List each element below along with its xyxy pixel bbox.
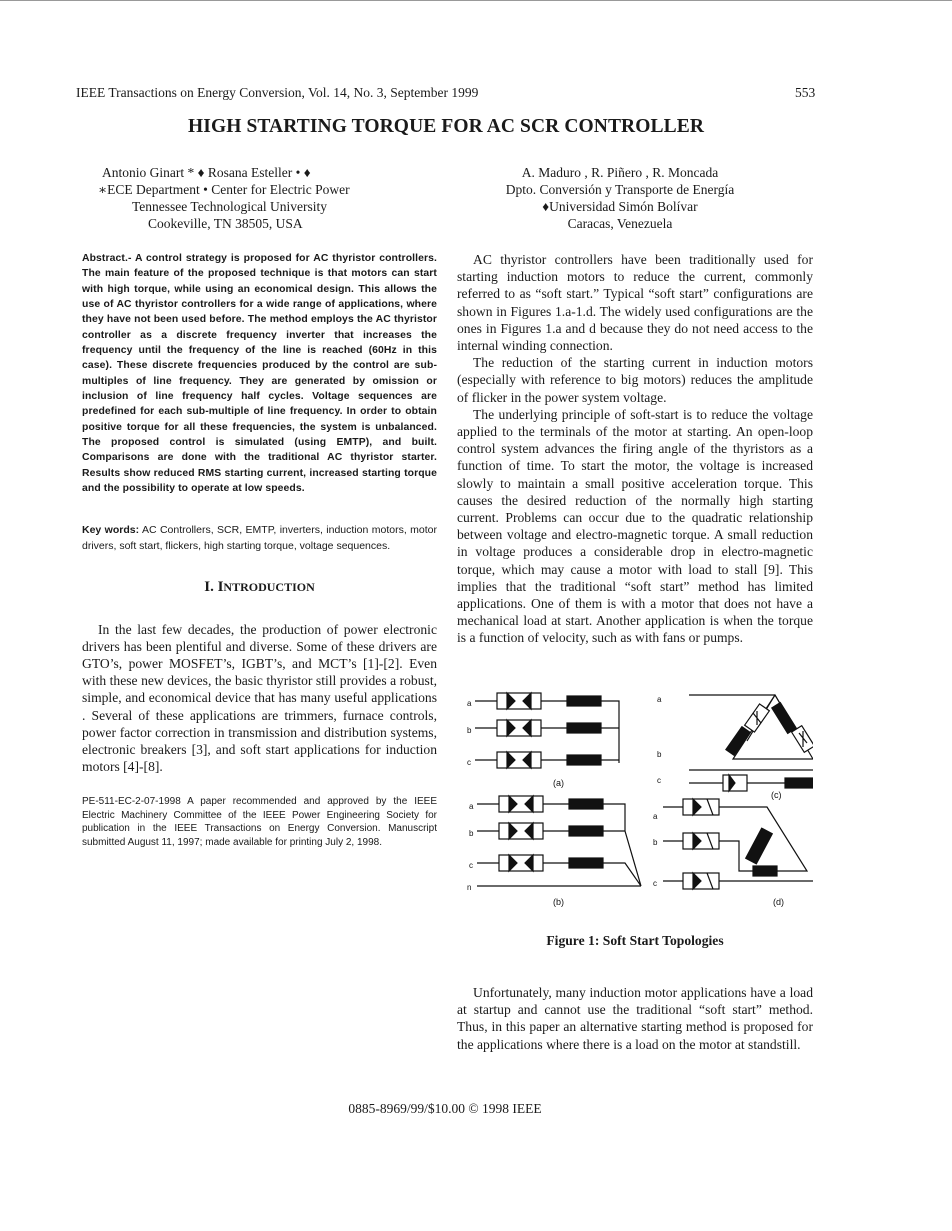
panel-label: (d) [773,897,784,907]
phase-label: n [467,883,472,892]
right-column-bottom [457,984,813,1053]
keywords-text: AC Controllers, SCR, EMTP, inverters, induction motors, motor drivers, soft start, flickers, high starting torque, voltage sequences. [82,523,437,552]
phase-label: b [469,829,474,838]
phase-label: b [653,838,658,847]
copyright-footer: 0885-8969/99/$10.00 © 1998 IEEE [348,1101,542,1116]
phase-label: c [653,879,657,888]
phase-label: b [467,726,472,735]
paper-title: HIGH STARTING TORQUE FOR AC SCR CONTROLLER [187,116,705,137]
figure-soft-start-topologies [457,671,813,921]
body-paragraph: AC thyristor controllers have been traditionally used for starting induction motors to reduce the current, commonly referred to as “soft start.” Typical “soft start” configurations are shown in Figures 1.a-1.d. The widely used configurations are the ones in Figures 1.a and d because they do not need access to the internal winding connection. [457,252,813,354]
keywords [82,522,437,554]
topology-diagram [457,671,813,921]
phase-label: c [467,758,471,767]
footnote: PE-511-EC-2-07-1998 A paper recommended and approved by the IEEE Electric Machinery Committee of the IEEE Power Engineering Society for publication in the IEEE Transactions on Energy Conversion. Manuscript submitted August 11, 1997; made available for printing July 2, 1998. [82,796,437,848]
topology-b [467,796,641,907]
phase-label: b [657,750,662,759]
author-line: A. Maduro , R. Piñero , R. Moncada [521,165,719,180]
panel-label: (b) [553,897,564,907]
author-line: ♦Universidad Simón Bolívar [542,199,698,214]
panel-label: (a) [553,778,564,788]
topology-c [657,695,813,800]
author-line: Antonio Ginart * ♦ Rosana Esteller • ♦ [102,165,311,180]
authors-left-block [98,164,402,232]
abstract: Abstract.- A control strategy is proposed for AC thyristor controllers. The main feature of the proposed technique is that motors can start with high torque, while using an economical design. This allows the use of AC thyristor controllers for a wide range of applications, where they have not been used before. The method employs the AC thyristor controller as a discrete frequency inverter that increases the frequency until the frequency of the line is reached (60Hz in this case). These discrete frequencies produced by the control are sub-multiples of line frequency. They are generated by omission or inclusion of line frequency half cycles. Voltage sequences are predefined for each sub-multiple of line frequency. In order to obtain positive torque for all these frequencies, the system is unbalanced. The proposed control is simulated (using EMTP), and built. Comparisons are done with the traditional AC thyristor starter. Results show reduced RMS starting current, increased starting torque and the possibility to operate at low speeds. [82,253,437,495]
right-column [457,251,813,647]
author-line: Tennessee Technological University [132,199,328,214]
author-line: Dpto. Conversión y Transporte de Energía [505,182,735,197]
body-paragraph: The reduction of the starting current in induction motors (especially with reference to big motors) reduces the amplitude of flicker in the power system voltage. [457,355,813,405]
author-line: ∗ECE Department • Center for Electric Power [98,182,350,197]
body-paragraph: Unfortunately, many induction motor applications have a load at startup and cannot use the traditional “soft start” method. Thus, in this paper an alternative starting method is proposed for the applications where there is a load on the motor at standstill. [457,985,813,1052]
phase-label: a [467,699,472,708]
phase-label: a [653,812,658,821]
topology-d [653,799,813,907]
panel-label: (c) [771,790,782,800]
running-head: IEEE Transactions on Energy Conversion, Vol. 14, No. 3, September 1999 [76,85,479,100]
intro-paragraph: In the last few decades, the production of power electronic drivers has been plentiful and diverse. Some of these drivers are GTO’s, power MOSFET’s, IGBT’s, and MCT’s [1]-[2]. Even with these new devices, the basic thyristor still provides a robust, simple, and economical device that has many useful applications . Several of these applications are trimmers, furnace controls, power factor correction in transmission and distribution systems, electronic breakers [3], and soft start applications for induction motors [4]-[8]. [82,621,437,775]
authors-right-block [470,164,770,232]
section-title-rest: NTRODUCTION [223,579,315,594]
phase-label: c [469,861,473,870]
phase-label: a [657,695,662,704]
figure-caption: Figure 1: Soft Start Topologies [546,933,724,948]
phase-label: a [469,802,474,811]
page-number: 553 [795,85,816,100]
topology-a [467,693,619,788]
author-line: Caracas, Venezuela [567,216,673,231]
section-heading-introduction [82,578,437,596]
section-numeral: I. I [204,578,224,595]
left-column [82,251,437,849]
phase-label: c [657,776,661,785]
keywords-label: Key words: [82,523,140,536]
author-line: Cookeville, TN 38505, USA [148,216,303,231]
body-paragraph: The underlying principle of soft-start is to reduce the voltage applied to the terminals of the motor at starting. An open-loop control system advances the firing angle of the thyristors as a function of time. To start the motor, the voltage is increased slowly to maintain a small positive acceleration torque. This causes the desired reduction of the normally high starting current. Problems can occur due to the quadratic relationship between voltage and electro-magnetic torque. A small reduction in voltage produces a considerable drop in electro-magnetic torque, which may cause a motor with load to stall [9]. This implies that the traditional “soft start” method has limited applications. One of them is with a motor that does not have a mechanical load at start. Another application is when the torque is a function of velocity, such as with fans or pumps. [457,406,813,646]
